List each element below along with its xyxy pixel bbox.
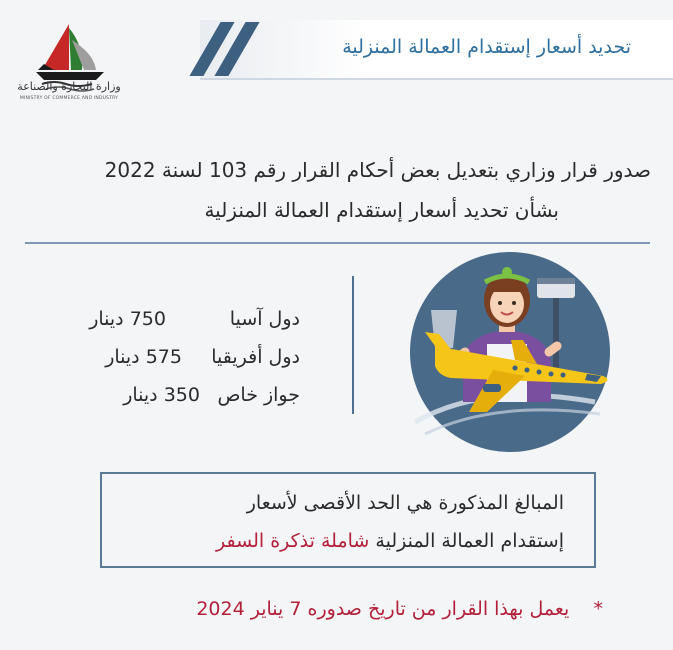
footnote-text: يعمل بهذا القرار من تاريخ صدوره 7 يناير 2024 [196,598,570,620]
price-country: دول آسيا [229,308,300,330]
header-title: تحديد أسعار إستقدام العمالة المنزلية [342,36,631,58]
header-banner [200,20,673,80]
notice-box [100,472,596,568]
headline-line-2: بشأن تحديد أسعار إستقدام العمالة المنزلية [204,198,559,222]
notice-line-2 [216,522,564,560]
logo-name-arabic: وزارة التجارة والصناعة [17,80,121,93]
price-list [89,300,300,414]
footnote-marker: * [593,598,603,620]
price-row [89,338,300,376]
price-row [89,376,300,414]
headline-line-1: صدور قرار وزاري بتعديل بعض أحكام القرار رقم 103 لسنة 2022 [104,158,651,182]
maid-with-airplane-icon [395,252,625,462]
notice-highlight: شاملة تذكرة السفر [216,530,370,552]
price-country: دول أفريقيا [211,346,300,368]
notice-line-1: المبالغ المذكورة هي الحد الأقصى لأسعار [246,492,564,514]
headline [21,150,651,230]
price-amount: 350 دينار [123,384,200,406]
vertical-divider [352,276,354,414]
logo-name-english: MINISTRY OF COMMERCE AND INDUSTRY [19,96,119,101]
section-divider [25,242,650,244]
price-country: جواز خاص [217,384,300,406]
notice-text [216,484,564,560]
footnote [196,598,603,620]
price-amount: 575 دينار [105,346,182,368]
price-amount: 750 دينار [89,308,166,330]
price-row [89,300,300,338]
notice-line-2-prefix: إستقدام العمالة المنزلية [369,530,564,552]
